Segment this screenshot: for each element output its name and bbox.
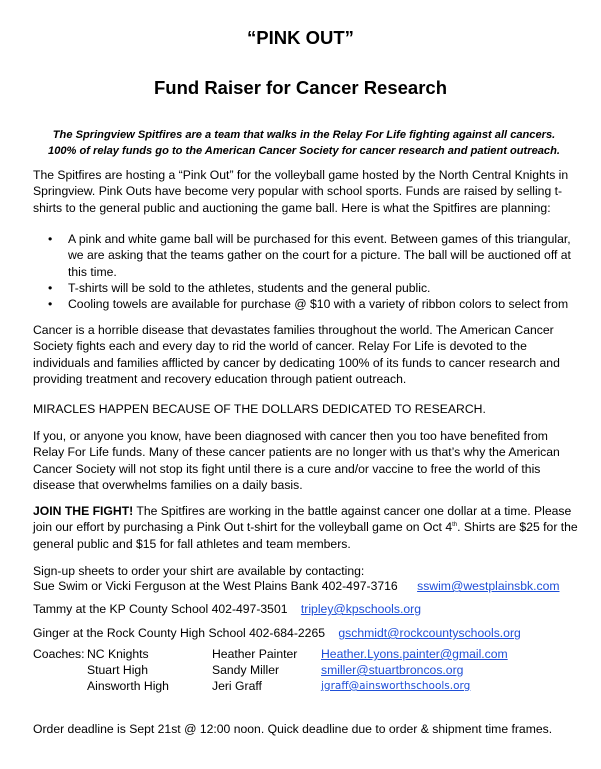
join-superscript: th — [452, 522, 458, 529]
coach-email-link[interactable]: jgraff@ainsworthschools.org — [321, 680, 471, 692]
contact-kp-email-link[interactable]: tripley@kpschools.org — [300, 602, 421, 616]
cancer-paragraph: Cancer is a horrible disease that devastates families throughout the world. The American Cancer Society fights each and every day to rid the world of cancer. Relay For Life is devoted to the individuals and families afflicted by cancer by dedicating 100% of its funds to cancer research and providing treatment and recovery education through patient outreach. — [33, 323, 560, 386]
coach-name: Jeri Graff — [212, 679, 262, 693]
contact-rock-county — [33, 625, 521, 641]
join-text: The Spitfires are working in the battle against cancer one dollar at a time. Please join our effort by purchasing a Pink Out t-shirt for the volleyball game on Oct 4 — [33, 504, 572, 535]
contact-kp-school — [33, 601, 421, 617]
contact-kp-text: Tammy at the KP County School 402-497-3501 — [33, 602, 288, 616]
coach-email-link[interactable]: Heather.Lyons.painter@gmail.com — [321, 647, 508, 661]
page-title: “PINK OUT” — [247, 27, 354, 48]
join-paragraph — [33, 503, 578, 552]
contact-rock-text: Ginger at the Rock County High School 402-684-2265 — [33, 626, 326, 640]
intro-line-1: The Springview Spitfires are a team that walks in the Relay For Life fighting against all cancers. — [52, 129, 556, 141]
join-heading: JOIN THE FIGHT! — [33, 504, 134, 518]
contact-bank-text: Sue Swim or Vicki Ferguson at the West Plains Bank 402-497-3716 — [33, 579, 398, 593]
plans-list — [33, 231, 573, 312]
intro-paragraph: The Spitfires are hosting a “Pink Out” for the volleyball game hosted by the North Central Knights in Springview. Pink Outs have become very popular with school sports. Funds are raised by selling t-shirts to the general public and auctioning the game ball. Here is what the Spitfires are planning: — [33, 168, 569, 215]
join-text-end: . Shirts are $25 for the general public and $15 for fall athletes and team members. — [33, 520, 578, 551]
benefits-paragraph: If you, or anyone you know, have been diagnosed with cancer then you too have benefited from Relay For Life funds. Many of these cancer patients are no longer with us that’s why the American Cancer Society will not stop its fight until there is a cure and/or vaccine to free the world of this disease that overwhelms families on a daily basis. — [33, 429, 560, 492]
coach-school: Stuart High — [87, 663, 148, 677]
intro-statement — [40, 128, 568, 159]
coach-email-link[interactable]: smiller@stuartbroncos.org — [321, 663, 464, 677]
contact-bank-email-link[interactable]: sswim@westplainsbk.com — [417, 579, 560, 593]
coach-school: Ainsworth High — [87, 679, 169, 693]
coach-name: Heather Painter — [212, 647, 298, 661]
page-subtitle: Fund Raiser for Cancer Research — [153, 77, 448, 98]
coach-name: Sandy Miller — [212, 663, 280, 677]
order-deadline: Order deadline is Sept 21st @ 12:00 noon. Quick deadline due to order & shipment time frames. — [33, 722, 553, 736]
intro-line-2: 100% of relay funds go to the American Cancer Society for cancer research and patient outreach. — [48, 144, 560, 157]
coaches-label: Coaches: — [33, 647, 85, 661]
contact-rock-email-link[interactable]: gschmidt@rockcountyschools.org — [338, 626, 521, 640]
coach-school: NC Knights — [87, 647, 149, 661]
signup-intro: Sign-up sheets to order your shirt are available by contacting: — [33, 564, 365, 578]
plan-item-towels: • Cooling towels are available for purchase @ $10 with a variety of ribbon colors to select from — [33, 296, 573, 312]
contact-bank — [33, 578, 560, 594]
plan-item-tshirts: • T-shirts will be sold to the athletes, students and the general public. — [33, 280, 573, 296]
plan-item-ball: • A pink and white game ball will be purchased for this event. Between games of this triangular, we are asking that the teams gather on the court for a picture. The ball will be auctioned off at this time. — [33, 231, 573, 280]
miracles-statement: MIRACLES HAPPEN BECAUSE OF THE DOLLARS DEDICATED TO RESEARCH. — [33, 402, 486, 416]
